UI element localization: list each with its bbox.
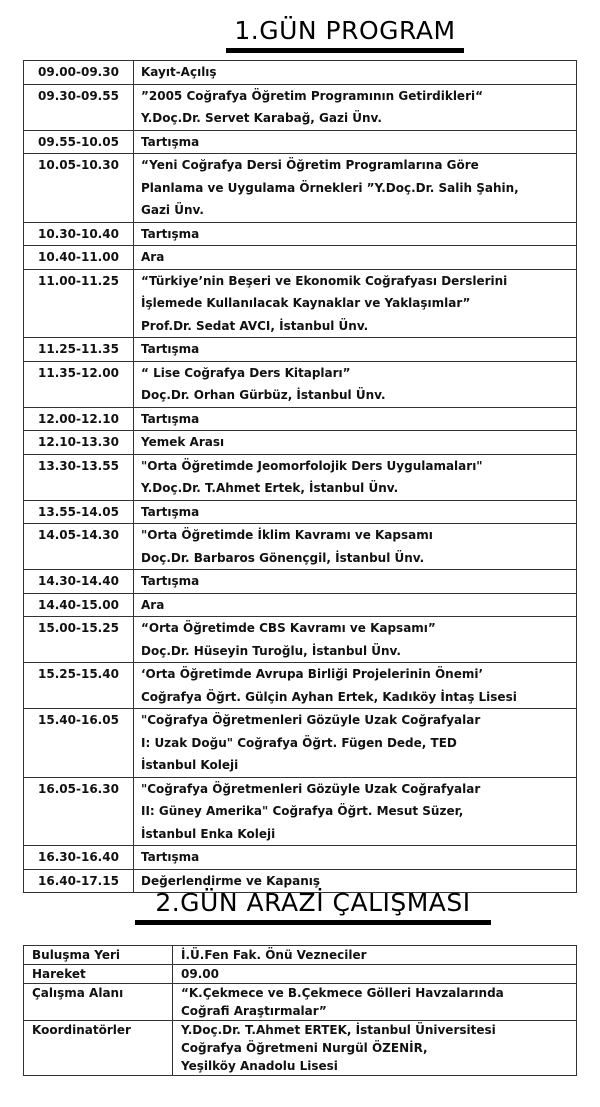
- program-description: [134, 154, 577, 223]
- fieldwork-value-line: “K.Çekmece ve B.Çekmece Gölleri Havzalarında: [181, 986, 504, 1000]
- program-time: 12.10-13.30: [24, 431, 134, 455]
- program-description-line: Prof.Dr. Sedat AVCI, İstanbul Ünv.: [141, 318, 369, 333]
- program-description-line: Doç.Dr. Orhan Gürbüz, İstanbul Ünv.: [141, 388, 386, 402]
- fieldwork-label: Hareket: [24, 965, 173, 984]
- program-description-line: Doç.Dr. Barbaros Gönençgil, İstanbul Ünv.: [141, 550, 425, 565]
- fieldwork-label: Çalışma Alanı: [24, 984, 173, 1021]
- program-time: 16.30-16.40: [24, 846, 134, 870]
- program-description-line: Ara: [141, 597, 165, 612]
- program-description-line: II: Güney Amerika" Coğrafya Öğrt. Mesut Süzer,: [141, 804, 464, 818]
- program-description: [134, 777, 577, 846]
- day2-title-underline: [135, 920, 491, 925]
- program-time: 11.25-11.35: [24, 338, 134, 362]
- program-row: [24, 524, 577, 570]
- program-row: [24, 500, 577, 524]
- program-description: [134, 84, 577, 130]
- program-description: [134, 338, 577, 362]
- program-row: [24, 246, 577, 270]
- program-time: 16.05-16.30: [24, 777, 134, 846]
- day2-title: 2.GÜN ARAZİ ÇALIŞMASI: [155, 888, 471, 917]
- program-description-line: ‘Orta Öğretimde Avrupa Birliği Projelerinin Önemi’: [141, 667, 484, 681]
- fieldwork-value: [173, 965, 577, 984]
- program-description-line: Ara: [141, 250, 165, 264]
- program-description-line: "Coğrafya Öğretmenleri Gözüyle Uzak Coğrafyalar: [141, 781, 481, 796]
- program-description-line: “ Lise Coğrafya Ders Kitapları”: [141, 365, 351, 380]
- program-description-line: "Orta Öğretimde İklim Kavramı ve Kapsamı: [141, 528, 433, 542]
- program-description: [134, 431, 577, 455]
- day1-title-underline: [226, 48, 464, 53]
- program-time: 14.30-14.40: [24, 570, 134, 594]
- fieldwork-row: [24, 965, 577, 984]
- program-time: 11.00-11.25: [24, 269, 134, 338]
- day2-fieldwork-table: [23, 945, 577, 1076]
- program-description-line: Doç.Dr. Hüseyin Turoğlu, İstanbul Ünv.: [141, 643, 401, 658]
- program-description: [134, 269, 577, 338]
- program-description-line: Tartışma: [141, 574, 200, 588]
- program-time: 09.00-09.30: [24, 61, 134, 85]
- program-description-line: İşlemede Kullanılacak Kaynaklar ve Yaklaşımlar”: [141, 296, 471, 310]
- program-description-line: İstanbul Koleji: [141, 758, 239, 772]
- program-time: 10.30-10.40: [24, 222, 134, 246]
- program-description: [134, 524, 577, 570]
- program-description-line: Tartışma: [141, 850, 200, 864]
- program-description-line: Gazi Ünv.: [141, 203, 204, 217]
- fieldwork-row: [24, 984, 577, 1021]
- program-description-line: “Orta Öğretimde CBS Kavramı ve Kapsamı”: [141, 621, 436, 635]
- program-description: [134, 846, 577, 870]
- program-description-line: “Türkiye’nin Beşeri ve Ekonomik Coğrafyası Derslerini: [141, 273, 508, 288]
- program-time: 15.40-16.05: [24, 709, 134, 778]
- day1-program-table: [23, 60, 577, 893]
- program-row: [24, 61, 577, 85]
- program-description-line: Değerlendirme ve Kapanış: [141, 873, 321, 888]
- program-time: 09.55-10.05: [24, 130, 134, 154]
- program-time: 13.55-14.05: [24, 500, 134, 524]
- program-time: 12.00-12.10: [24, 407, 134, 431]
- program-description: [134, 361, 577, 407]
- program-description: [134, 570, 577, 594]
- program-time: 15.25-15.40: [24, 663, 134, 709]
- program-description-line: "Coğrafya Öğretmenleri Gözüyle Uzak Coğrafyalar: [141, 713, 481, 727]
- fieldwork-value-line: Coğrafi Araştırmalar”: [181, 1004, 327, 1018]
- program-description: [134, 130, 577, 154]
- program-row: [24, 777, 577, 846]
- fieldwork-value-line: Yeşilköy Anadolu Lisesi: [181, 1059, 338, 1073]
- fieldwork-row: [24, 1021, 577, 1076]
- fieldwork-label: Koordinatörler: [24, 1021, 173, 1076]
- program-row: [24, 130, 577, 154]
- program-time: 15.00-15.25: [24, 617, 134, 663]
- program-time: 16.40-17.15: [24, 869, 134, 893]
- program-row: [24, 431, 577, 455]
- fieldwork-row: [24, 946, 577, 965]
- program-time: 10.40-11.00: [24, 246, 134, 270]
- program-description-line: Tartışma: [141, 342, 200, 356]
- program-description-line: Tartışma: [141, 134, 200, 149]
- program-description-line: “Yeni Coğrafya Dersi Öğretim Programlarına Göre: [141, 158, 479, 172]
- program-row: [24, 846, 577, 870]
- program-row: [24, 222, 577, 246]
- program-row: [24, 570, 577, 594]
- program-description-line: "Orta Öğretimde Jeomorfolojik Ders Uygulamaları": [141, 458, 483, 473]
- program-row: [24, 84, 577, 130]
- program-description-line: Tartışma: [141, 504, 200, 519]
- program-description-line: ”2005 Coğrafya Öğretim Programının Getirdikleri“: [141, 88, 483, 103]
- program-description: [134, 593, 577, 617]
- program-row: [24, 663, 577, 709]
- program-description: [134, 454, 577, 500]
- program-description-line: Tartışma: [141, 411, 200, 426]
- program-description-line: Y.Doç.Dr. T.Ahmet Ertek, İstanbul Ünv.: [141, 481, 399, 495]
- program-row: [24, 361, 577, 407]
- program-time: 09.30-09.55: [24, 84, 134, 130]
- fieldwork-value: [173, 946, 577, 965]
- fieldwork-value-line: Coğrafya Öğretmeni Nurgül ÖZENİR,: [181, 1041, 428, 1055]
- program-description: [134, 617, 577, 663]
- fieldwork-value-line: 09.00: [181, 967, 219, 981]
- fieldwork-value-line: İ.Ü.Fen Fak. Önü Vezneciler: [181, 948, 367, 962]
- program-description-line: İstanbul Enka Koleji: [141, 826, 276, 841]
- program-description-line: Coğrafya Öğrt. Gülçin Ayhan Ertek, Kadıköy İntaş Lisesi: [141, 689, 517, 704]
- program-row: [24, 269, 577, 338]
- program-description-line: Tartışma: [141, 226, 200, 241]
- fieldwork-label: Buluşma Yeri: [24, 946, 173, 965]
- program-row: [24, 338, 577, 362]
- fieldwork-value: [173, 984, 577, 1021]
- program-row: [24, 709, 577, 778]
- program-row: [24, 407, 577, 431]
- program-description-line: Yemek Arası: [141, 435, 225, 449]
- program-description-line: Planlama ve Uygulama Örnekleri ”Y.Doç.Dr. Salih Şahin,: [141, 180, 519, 195]
- program-description: [134, 709, 577, 778]
- program-description: [134, 61, 577, 85]
- program-time: 14.05-14.30: [24, 524, 134, 570]
- program-description-line: Kayıt-Açılış: [141, 65, 217, 79]
- program-row: [24, 154, 577, 223]
- program-description: [134, 663, 577, 709]
- program-description: [134, 246, 577, 270]
- program-row: [24, 617, 577, 663]
- program-time: 10.05-10.30: [24, 154, 134, 223]
- fieldwork-value: [173, 1021, 577, 1076]
- program-description: [134, 222, 577, 246]
- program-description: [134, 407, 577, 431]
- program-row: [24, 593, 577, 617]
- program-description: [134, 500, 577, 524]
- day1-title: 1.GÜN PROGRAM: [234, 16, 456, 45]
- program-row: [24, 454, 577, 500]
- fieldwork-value-line: Y.Doç.Dr. T.Ahmet ERTEK, İstanbul Üniversitesi: [181, 1023, 496, 1037]
- program-time: 11.35-12.00: [24, 361, 134, 407]
- program-time: 14.40-15.00: [24, 593, 134, 617]
- program-description-line: Y.Doç.Dr. Servet Karabağ, Gazi Ünv.: [141, 111, 382, 125]
- program-description-line: I: Uzak Doğu" Coğrafya Öğrt. Fügen Dede, TED: [141, 735, 457, 750]
- program-time: 13.30-13.55: [24, 454, 134, 500]
